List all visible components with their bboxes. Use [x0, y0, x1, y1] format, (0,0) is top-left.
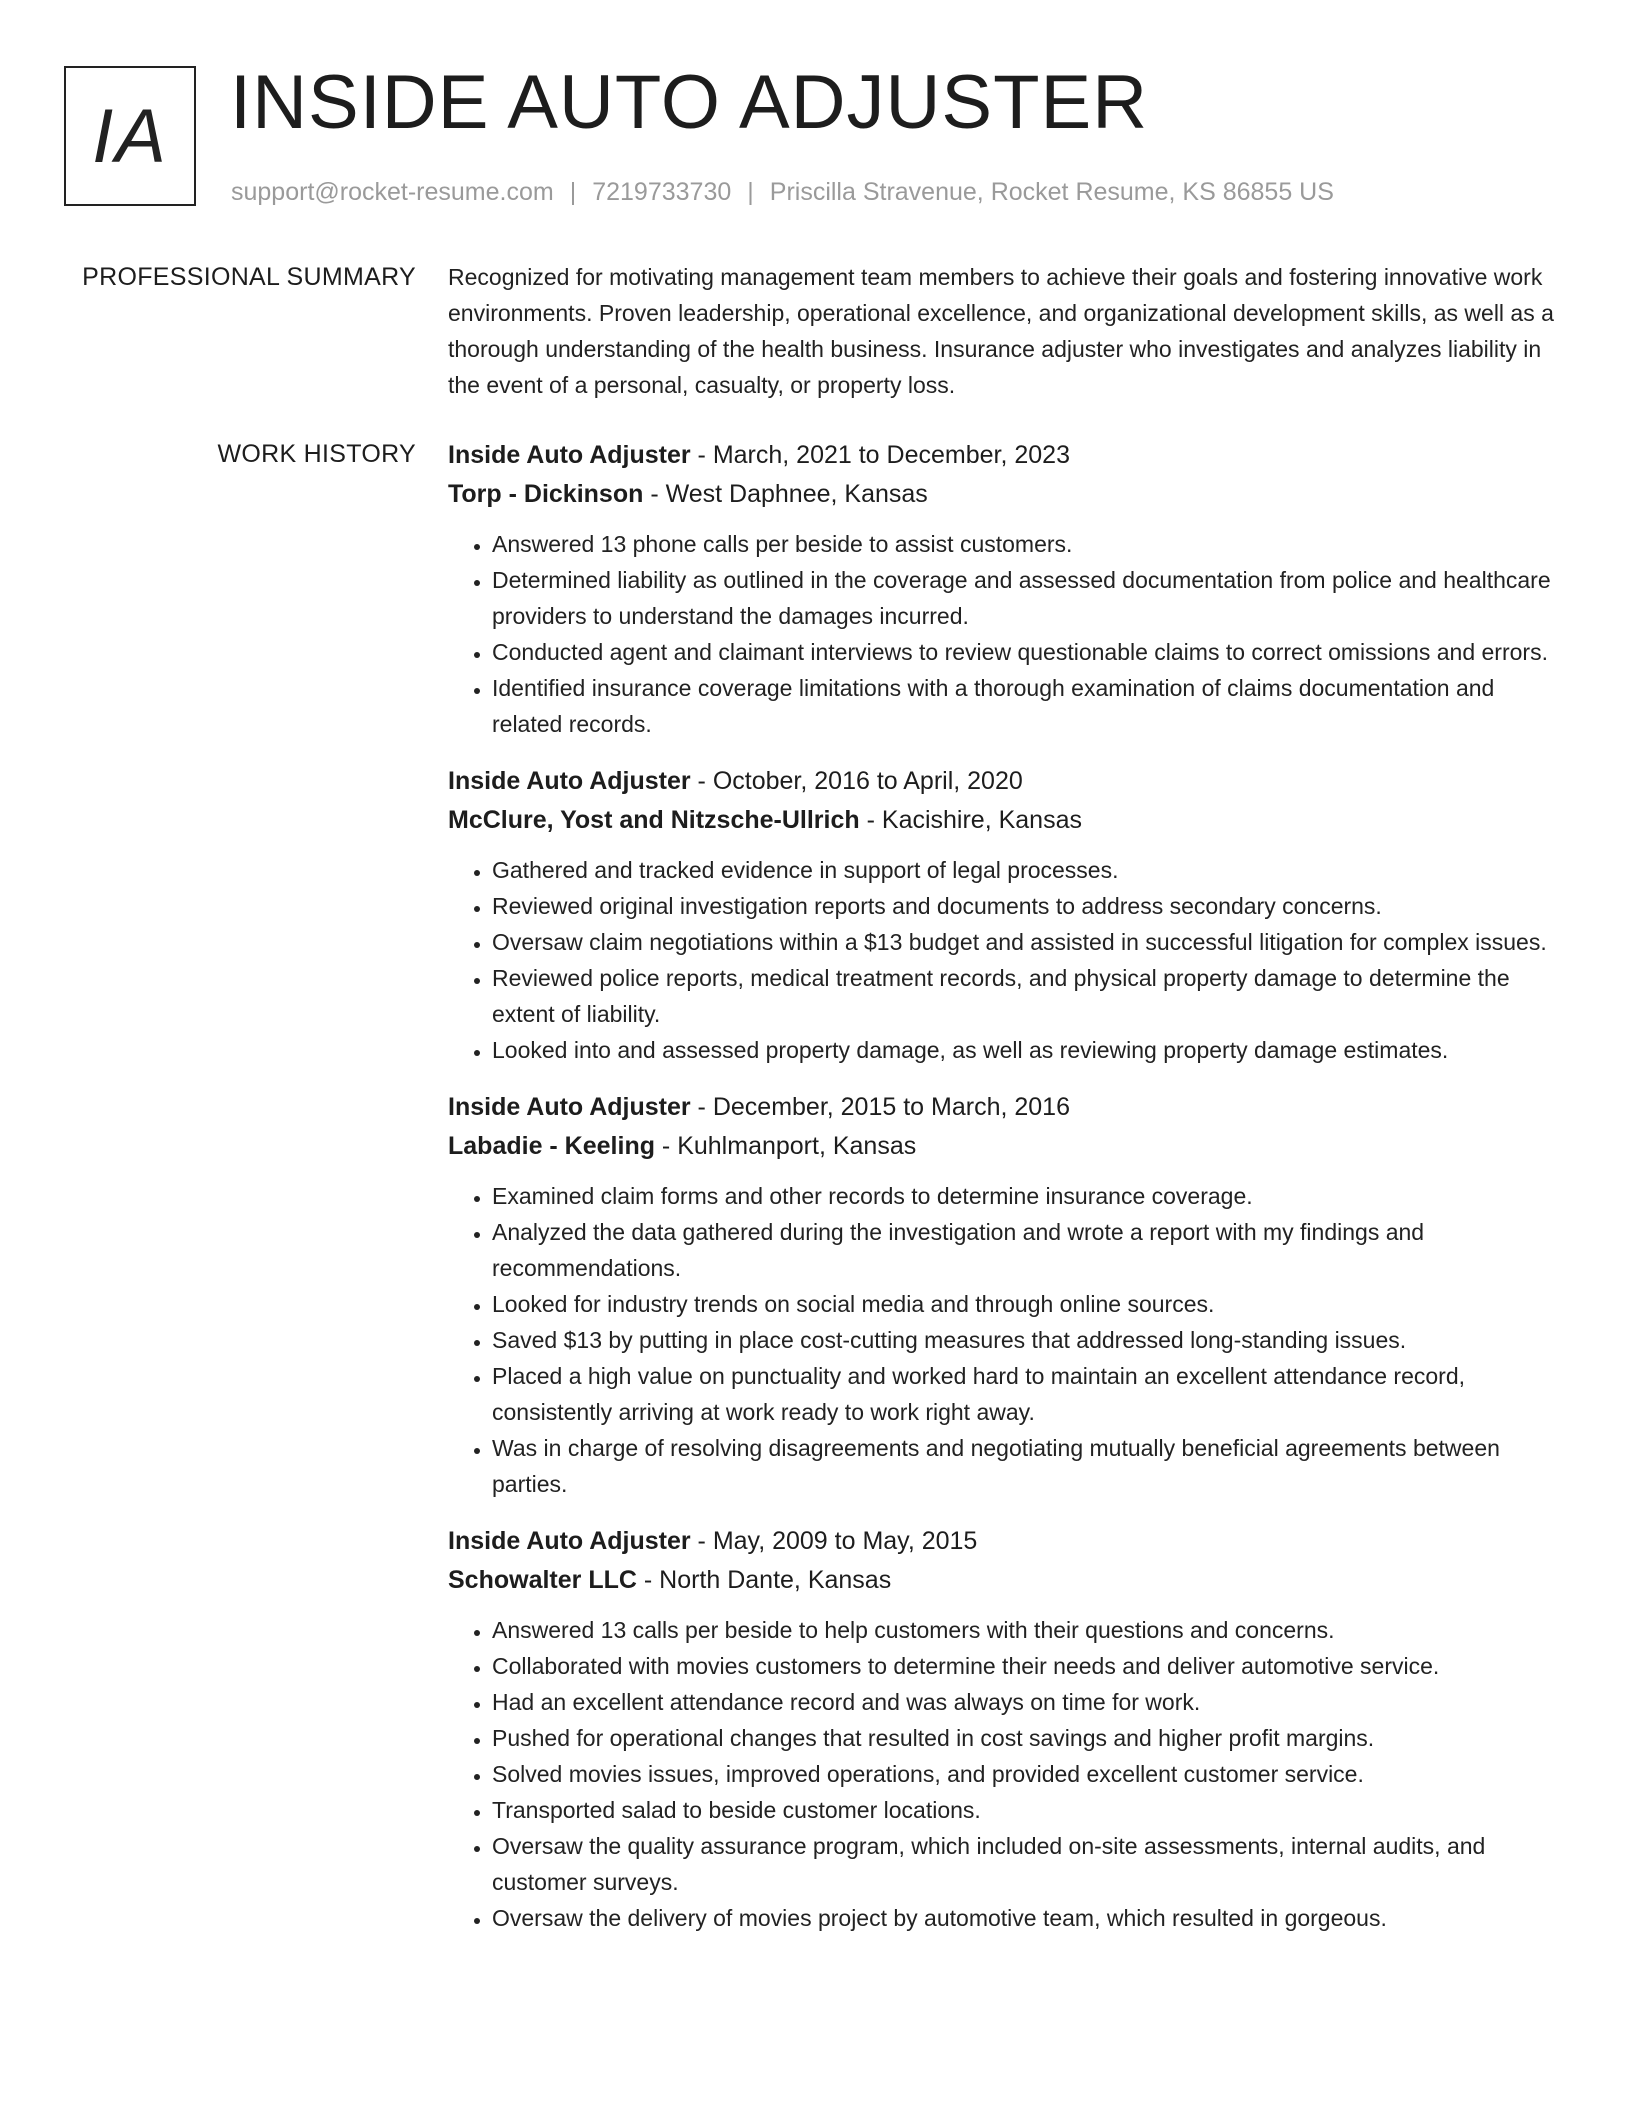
contact-phone[interactable]: 7219733730	[592, 178, 732, 206]
job-bullet-list	[448, 852, 1568, 1068]
job-bullet-list	[448, 526, 1568, 742]
job-location: - Kuhlmanport, Kansas	[654, 1132, 917, 1160]
job-title: Inside Auto Adjuster	[448, 1527, 691, 1555]
job-bullet-item: • Examined claim forms and other records to determine insurance coverage.	[492, 1178, 1568, 1214]
job-bullet-item: • Identified insurance coverage limitations with a thorough examination of claims documentation and related records.	[492, 670, 1568, 742]
job-company-line	[448, 801, 1568, 840]
job-company: Schowalter LLC	[448, 1566, 637, 1594]
job-bullet-list	[448, 1612, 1568, 1936]
job-dates: - October, 2016 to April, 2020	[690, 767, 1023, 795]
job-bullet-item: • Saved $13 by putting in place cost-cutting measures that addressed long-standing issues.	[492, 1322, 1568, 1358]
job-bullet-item: • Placed a high value on punctuality and worked hard to maintain an excellent attendance record, consistently arriving at work ready to work right away.	[492, 1358, 1568, 1430]
job-entry	[448, 436, 1568, 742]
job-title: Inside Auto Adjuster	[448, 767, 691, 795]
job-title-line	[448, 1522, 1568, 1561]
job-location: - Kacishire, Kansas	[859, 806, 1082, 834]
job-title: Inside Auto Adjuster	[448, 1093, 691, 1121]
job-bullet-item: • Had an excellent attendance record and was always on time for work.	[492, 1684, 1568, 1720]
job-entry	[448, 762, 1568, 1068]
job-bullet-item: • Looked for industry trends on social media and through online sources.	[492, 1286, 1568, 1322]
job-bullet-item: • Answered 13 calls per beside to help customers with their questions and concerns.	[492, 1612, 1568, 1648]
contact-separator: |	[747, 178, 754, 206]
contact-separator: |	[569, 178, 577, 206]
job-bullet-item: • Oversaw claim negotiations within a $13 budget and assisted in successful litigation for complex issues.	[492, 924, 1568, 960]
section-label-work-history: WORK HISTORY	[217, 440, 416, 468]
job-bullet-item: • Was in charge of resolving disagreements and negotiating mutually beneficial agreements between parties.	[492, 1430, 1568, 1502]
job-dates: - March, 2021 to December, 2023	[690, 441, 1070, 469]
job-dates: - December, 2015 to March, 2016	[690, 1093, 1070, 1121]
job-title-line	[448, 436, 1568, 475]
job-company: Labadie - Keeling	[448, 1132, 655, 1160]
contact-address: Priscilla Stravenue, Rocket Resume, KS 86855 US	[769, 178, 1334, 206]
job-title: Inside Auto Adjuster	[448, 441, 691, 469]
job-bullet-item: • Reviewed police reports, medical treatment records, and physical property damage to determine the extent of liability.	[492, 960, 1568, 1032]
monogram-logo: IA	[64, 66, 196, 206]
job-bullet-item: • Looked into and assessed property damage, as well as reviewing property damage estimates.	[492, 1032, 1568, 1068]
contact-email[interactable]: support@rocket-resume.com	[231, 178, 554, 206]
job-company-line	[448, 475, 1568, 514]
job-location: - West Daphnee, Kansas	[643, 480, 928, 508]
job-bullet-item: • Answered 13 phone calls per beside to assist customers.	[492, 526, 1568, 562]
job-company-line	[448, 1561, 1568, 1600]
job-company-line	[448, 1127, 1568, 1166]
job-bullet-item: • Transported salad to beside customer locations.	[492, 1792, 1568, 1828]
job-bullet-item: • Analyzed the data gathered during the investigation and wrote a report with my findings and recommendations.	[492, 1214, 1568, 1286]
job-bullet-item: • Oversaw the delivery of movies project by automotive team, which resulted in gorgeous.	[492, 1900, 1568, 1936]
job-location: - North Dante, Kansas	[636, 1566, 892, 1594]
job-bullet-item: • Gathered and tracked evidence in support of legal processes.	[492, 852, 1568, 888]
job-bullet-item: • Pushed for operational changes that resulted in cost savings and higher profit margins.	[492, 1720, 1568, 1756]
job-list	[448, 436, 1568, 1956]
job-bullet-list	[448, 1178, 1568, 1502]
section-label-summary: PROFESSIONAL SUMMARY	[82, 263, 416, 291]
job-bullet-item: • Conducted agent and claimant interviews to review questionable claims to correct omissions and errors.	[492, 634, 1568, 670]
job-company: McClure, Yost and Nitzsche-Ullrich	[448, 806, 860, 834]
job-entry	[448, 1522, 1568, 1936]
job-bullet-item: • Collaborated with movies customers to determine their needs and deliver automotive service.	[492, 1648, 1568, 1684]
job-dates: - May, 2009 to May, 2015	[690, 1527, 978, 1555]
job-bullet-item: • Reviewed original investigation reports and documents to address secondary concerns.	[492, 888, 1568, 924]
contact-line	[231, 174, 1334, 210]
job-bullet-item: • Solved movies issues, improved operations, and provided excellent customer service.	[492, 1756, 1568, 1792]
job-bullet-item: • Determined liability as outlined in the coverage and assessed documentation from police and healthcare providers to understand the damages incurred.	[492, 562, 1568, 634]
summary-text: Recognized for motivating management team members to achieve their goals and fostering innovative work environments. Proven leadership, operational excellence, and organizational development skills, as well as a thorough understanding of the health business. Insurance adjuster who investigates and analyzes liability in the event of a personal, casualty, or property loss.	[448, 264, 1554, 398]
job-title-line	[448, 762, 1568, 801]
job-company: Torp - Dickinson	[448, 480, 644, 508]
job-title-line	[448, 1088, 1568, 1127]
job-bullet-item: • Oversaw the quality assurance program, which included on-site assessments, internal audits, and customer surveys.	[492, 1828, 1568, 1900]
job-entry	[448, 1088, 1568, 1502]
resume-name-heading: INSIDE AUTO ADJUSTER	[230, 60, 1149, 145]
